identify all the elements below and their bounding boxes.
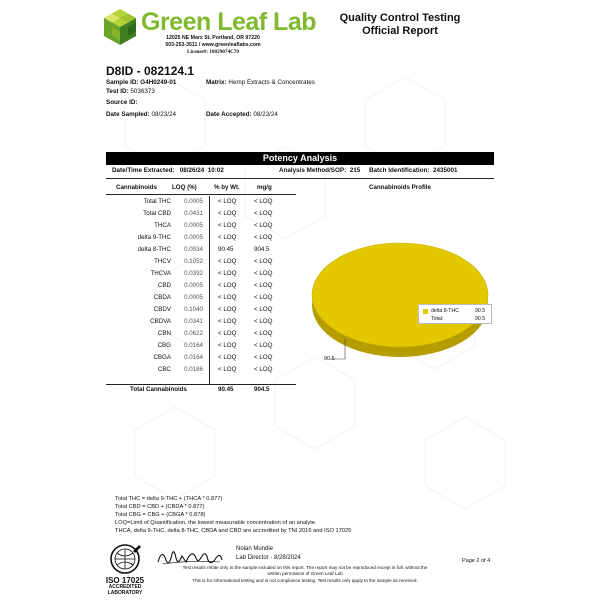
table-row: [106, 196, 296, 208]
analysis-method-label: Analysis Method/SOP:: [279, 167, 347, 174]
table-row: [106, 232, 296, 244]
date-accepted-value: 08/23/24: [253, 111, 278, 118]
mg-value: < LOQ: [254, 342, 273, 349]
mg-value: < LOQ: [254, 258, 273, 265]
loq-value: 0.0392: [184, 270, 203, 277]
pct-value: < LOQ: [218, 318, 237, 325]
mg-value: < LOQ: [254, 234, 273, 241]
date-extracted-value: 08/26/24: [179, 167, 205, 174]
total-mg-value: 904.5: [254, 386, 270, 393]
date-sampled-value: 08/23/24: [151, 111, 177, 118]
mg-value: < LOQ: [254, 354, 273, 361]
cannabinoid-name: CBDA: [153, 294, 171, 301]
disclaimer-line-1: Test results relate only to the sample included on this report. The report may not be reproduced except in full, without the: [182, 565, 428, 570]
cannabinoid-name: CBN: [157, 330, 171, 337]
matrix-field: [206, 79, 315, 87]
table-top-rule: [106, 178, 494, 179]
cannabinoid-name: THCV: [154, 258, 171, 265]
test-id-field: [106, 88, 155, 96]
sample-id-value: G4H0249-01: [140, 79, 177, 86]
note-total-cbd: Total CBD = CBD + (CBDA * 0.877): [115, 504, 205, 510]
legend-series-value: 90.5: [475, 308, 486, 314]
date-sampled-field: [106, 111, 176, 119]
note-total-cbg: Total CBG = CBG + (CBGA * 0.878): [115, 512, 206, 518]
mg-value: < LOQ: [254, 306, 273, 313]
test-id-label: Test ID:: [106, 88, 129, 95]
sample-id-field: [106, 79, 176, 87]
matrix-label: Matrix:: [206, 79, 227, 86]
analysis-method-field: [279, 166, 360, 176]
disclaimer-line-3: This is for informational testing and is not compliance testing. Test results only apply to the sample as received.: [192, 578, 418, 583]
source-id-label: Source ID:: [106, 99, 138, 106]
source-id-field: [106, 99, 138, 107]
total-cannabinoids-label: Total Cannabinoids: [130, 386, 187, 393]
potency-analysis-header: Potency Analysis: [106, 152, 494, 165]
table-row: [106, 328, 296, 340]
batch-id-value: 2435001: [433, 167, 458, 174]
batch-id-field: [369, 166, 458, 176]
cannabinoid-name: CBDVA: [150, 318, 171, 325]
pct-value: < LOQ: [218, 354, 237, 361]
note-accreditation: THCA, delta 9-THC, delta 8-THC, CBDA and CBD are accredited by TNI 2016 and ISO 17025: [115, 528, 352, 534]
table-row: [106, 340, 296, 352]
loq-value: 0.0186: [184, 366, 203, 373]
mg-value: < LOQ: [254, 294, 273, 301]
loq-value: 0.0431: [184, 210, 203, 217]
batch-id-label: Batch Identification:: [369, 167, 430, 174]
pct-value: < LOQ: [218, 210, 237, 217]
matrix-value: Hemp Extracts & Concentrates: [228, 79, 315, 86]
brand-name: Green Leaf Lab: [141, 8, 316, 36]
legend-series-name: delta 8-THC: [431, 308, 459, 314]
note-total-thc: Total THC = delta 9-THC + (THCA * 0.877): [115, 496, 223, 502]
loq-value: 0.0622: [184, 330, 203, 337]
sample-id-label: Sample ID:: [106, 79, 139, 86]
lab-license: License#: 10029074C70: [186, 49, 239, 55]
pct-value: < LOQ: [218, 222, 237, 229]
table-row: [106, 256, 296, 268]
report-subtitle: Official Report: [362, 25, 438, 37]
cannabinoid-name: Total THC: [143, 198, 171, 205]
legend-total-value: 90.5: [475, 316, 486, 322]
loq-value: 0.0164: [184, 354, 203, 361]
table-row: [106, 220, 296, 232]
signer-title: Lab Director - 8/28/2024: [236, 555, 301, 561]
pie-value-label: 90.5: [324, 356, 335, 362]
date-extracted-field: [112, 166, 224, 176]
lab-contact: 503-253-3511 / www.greenleaflabs.com: [165, 42, 261, 48]
iso-accreditation-seal: [103, 543, 147, 575]
cannabinoid-name: Total CBD: [143, 210, 171, 217]
col-loq: LOQ (%): [172, 184, 197, 191]
loq-value: 0.0341: [184, 318, 203, 325]
sample-heading: D8ID - 082124.1: [106, 64, 195, 78]
loq-value: 0.0005: [184, 222, 203, 229]
green-leaf-cube-logo: [104, 9, 136, 45]
table-header-rule: [106, 194, 296, 195]
loq-value: 0.1040: [184, 306, 203, 313]
mg-value: < LOQ: [254, 366, 273, 373]
date-sampled-label: Date Sampled:: [106, 111, 150, 118]
loq-value: 0.0005: [184, 282, 203, 289]
cannabinoid-name: delta 9-THC: [137, 234, 171, 241]
date-extracted-label: Date/Time Extracted:: [112, 167, 175, 174]
mg-value: < LOQ: [254, 210, 273, 217]
cannabinoid-name: CBDV: [153, 306, 171, 313]
loq-value: 0.0934: [184, 246, 203, 253]
seal-accredited-text: ACCREDITED: [108, 584, 142, 590]
cannabinoid-name: THCVA: [150, 270, 171, 277]
table-row: [106, 364, 296, 376]
pct-value: < LOQ: [218, 366, 237, 373]
total-pct-value: 90.45: [218, 386, 234, 393]
pct-value: < LOQ: [218, 330, 237, 337]
mg-value: 904.5: [254, 246, 270, 253]
page-number: Page 2 of 4: [462, 558, 491, 564]
cannabinoid-name: CBGA: [153, 354, 171, 361]
loq-value: 0.0164: [184, 342, 203, 349]
table-row: [106, 292, 296, 304]
pie-slice-delta-8-thc: [312, 243, 488, 347]
table-row: [106, 208, 296, 220]
lab-address: 12025 NE Marx St. Portland, OR 97220: [166, 35, 260, 41]
cannabinoid-name: THCA: [154, 222, 171, 229]
time-extracted-value: 10:02: [207, 167, 224, 174]
loq-value: 0.1052: [184, 258, 203, 265]
cannabinoids-profile-title: Cannabinoids Profile: [369, 184, 431, 191]
cannabinoid-name: CBD: [157, 282, 171, 289]
table-row: [106, 280, 296, 292]
loq-value: 0.0005: [184, 198, 203, 205]
pct-value: < LOQ: [218, 258, 237, 265]
mg-value: < LOQ: [254, 282, 273, 289]
disclaimer-line-2: written permission of Green Leaf Lab: [267, 571, 343, 576]
report-title: Quality Control Testing: [339, 12, 461, 24]
chart-legend: [418, 304, 492, 324]
note-loq-definition: LOQ=Limit of Quantification, the lowest measurable concentration of an analyte.: [115, 520, 317, 526]
pct-value: < LOQ: [218, 294, 237, 301]
table-row: [106, 352, 296, 364]
legend-total-label: Total:: [431, 316, 444, 322]
signer-name: Nolan Mundie: [236, 546, 274, 552]
pct-value: < LOQ: [218, 342, 237, 349]
col-cannabinoids: Cannabinoids: [116, 184, 157, 191]
pct-value: < LOQ: [218, 234, 237, 241]
mg-value: < LOQ: [254, 222, 273, 229]
mg-value: < LOQ: [254, 330, 273, 337]
cannabinoid-name: CBC: [157, 366, 171, 373]
pct-value: < LOQ: [218, 198, 237, 205]
table-row: [106, 244, 296, 256]
pct-value: < LOQ: [218, 282, 237, 289]
date-accepted-label: Date Accepted:: [206, 111, 252, 118]
seal-iso-text: ISO 17025: [105, 576, 145, 585]
mg-value: < LOQ: [254, 198, 273, 205]
table-row: [106, 268, 296, 280]
total-cannabinoids-row: [106, 384, 296, 396]
col-mg-g: mg/g: [257, 184, 272, 191]
table-row: [106, 316, 296, 328]
date-accepted-field: [206, 111, 278, 119]
analysis-method-value: 215: [349, 167, 361, 174]
pct-value: < LOQ: [218, 270, 237, 277]
mg-value: < LOQ: [254, 270, 273, 277]
legend-swatch-delta-8-thc: [423, 309, 428, 314]
cannabinoid-name: CBG: [157, 342, 171, 349]
table-row: [106, 304, 296, 316]
pct-value: < LOQ: [218, 306, 237, 313]
test-id-value: 5036373: [130, 88, 155, 95]
loq-value: 0.0005: [184, 294, 203, 301]
seal-laboratory-text: LABORATORY: [107, 590, 143, 596]
pct-value: 90.45: [218, 246, 234, 253]
loq-value: 0.0005: [184, 234, 203, 241]
cannabinoid-name: delta 8-THC: [137, 246, 171, 253]
col-pct-wt: % by Wt.: [214, 184, 240, 191]
mg-value: < LOQ: [254, 318, 273, 325]
